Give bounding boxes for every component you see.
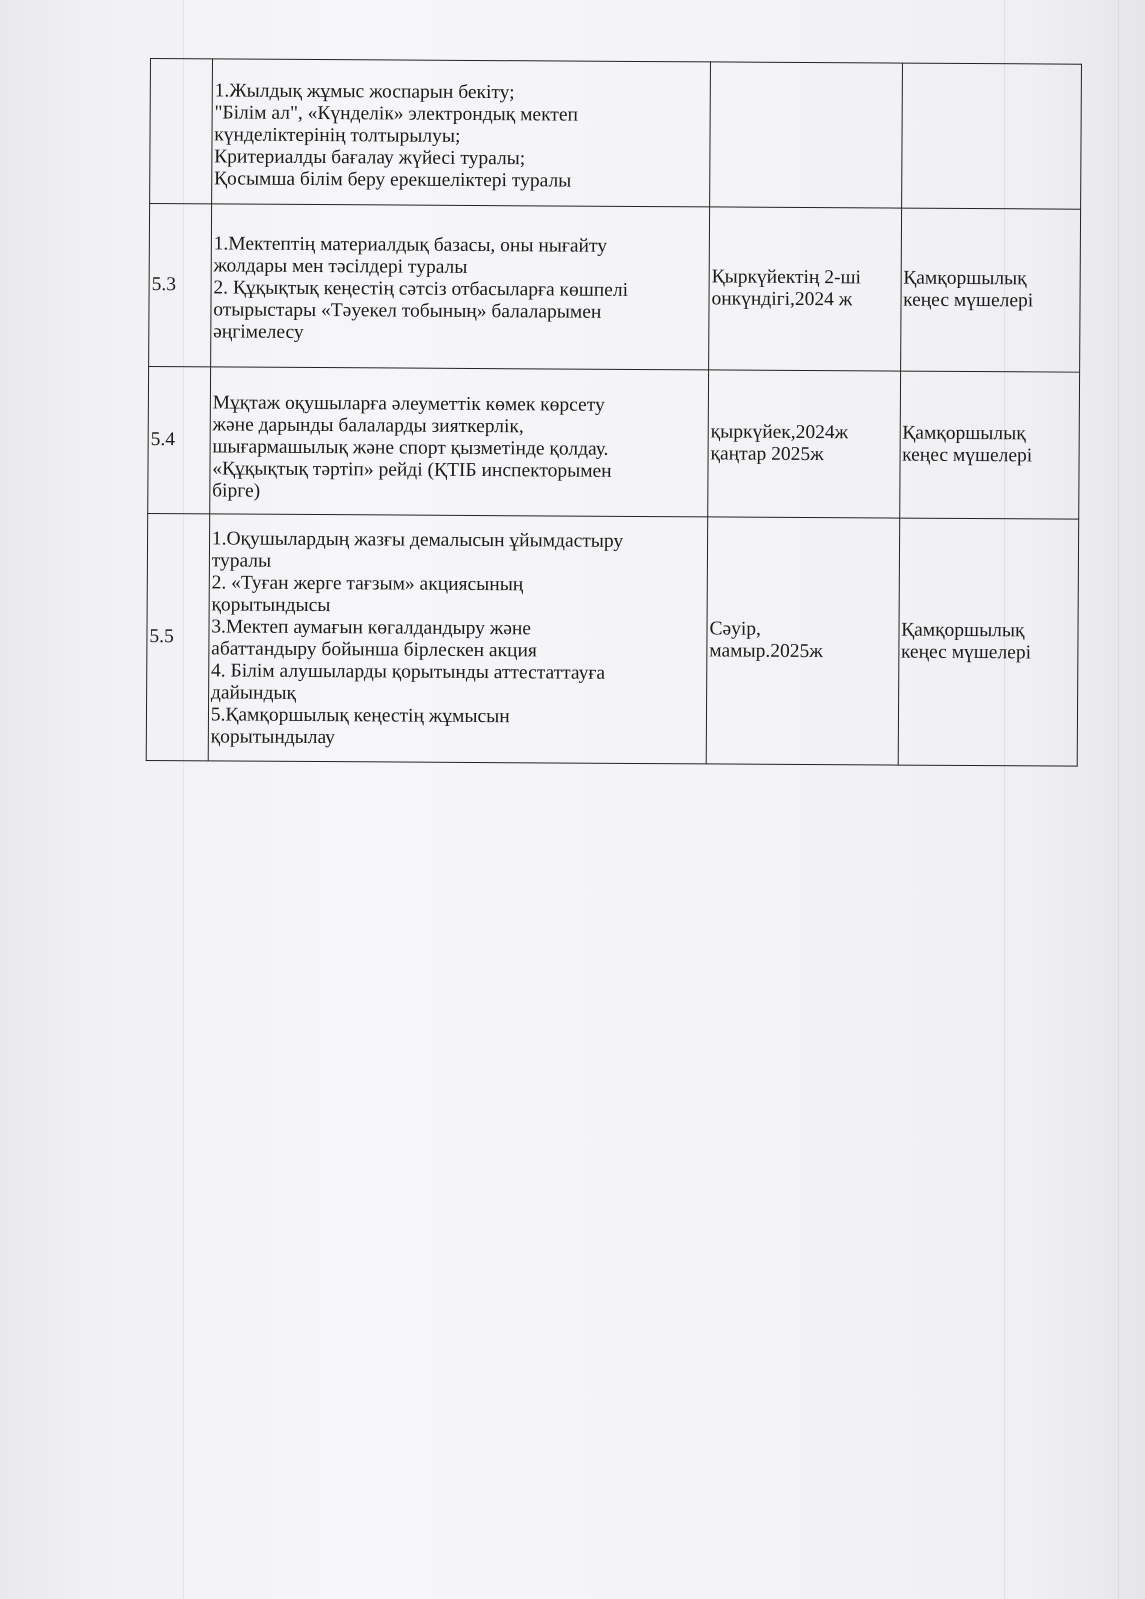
content-line: "Білім ал", «Күнделік» электрондық мектеп	[214, 102, 579, 126]
content-line: Мұқтаж оқушыларға әлеуметтік көмек көрсету	[212, 392, 605, 416]
responsible-line: Қамқоршылық	[902, 422, 1026, 445]
table-row	[148, 366, 1080, 519]
content-line: 1.Мектептің материалдық базасы, оны нығайту	[213, 233, 608, 257]
content-line: қорытындылау	[210, 726, 336, 749]
date-cell	[706, 517, 899, 765]
row-number-cell	[148, 366, 211, 513]
content-line: 2. «Туған жерге тағзым» акциясының	[211, 572, 524, 596]
date-line: қыркүйек,2024ж	[710, 421, 849, 444]
content-line: 2. Құқықтық кеңестің сәтсіз отбасыларға көшпелі	[213, 277, 629, 301]
council-plan-table	[146, 58, 1082, 767]
content-cell	[211, 59, 710, 207]
responsible-line: Қамқоршылық	[901, 619, 1025, 642]
responsible-line: кеңес мүшелері	[903, 289, 1034, 312]
content-cell	[210, 367, 709, 517]
content-line: қорытындысы	[211, 594, 331, 617]
row-number-cell	[146, 513, 209, 760]
content-line: бірге)	[212, 480, 261, 502]
content-line: 5.Қамқоршылық кеңестің жұмысын	[210, 704, 510, 728]
row-number-cell	[149, 204, 212, 367]
scan-streak	[1118, 0, 1119, 1599]
date-line: мамыр.2025ж	[709, 640, 823, 663]
content-cell	[210, 204, 709, 370]
responsible-cell	[901, 63, 1081, 209]
content-line: 1.Оқушылардың жазғы демалысын ұйымдастыру	[211, 528, 624, 552]
date-line: Сәуір,	[709, 618, 762, 640]
row-number: 5.3	[151, 274, 177, 296]
content-line: отырыстары «Тәуекел тобының» балаларымен	[213, 299, 602, 323]
content-line: абаттандыру бойынша бірлескен акция	[211, 638, 537, 662]
responsible-line: кеңес мүшелері	[900, 641, 1032, 664]
responsible-cell	[900, 208, 1080, 372]
date-line: қаңтар 2025ж	[710, 443, 824, 466]
date-line: Қыркүйектің 2-ші	[711, 266, 862, 289]
content-line: 3.Мектеп аумағын көгалдандыру және	[211, 616, 532, 640]
content-line: Қосымша білім беру ерекшеліктері туралы	[214, 168, 572, 192]
date-cell	[710, 62, 903, 208]
content-line: Критериалды бағалау жүйесі туралы;	[214, 146, 526, 170]
date-cell	[709, 207, 902, 371]
content-line: туралы	[211, 550, 272, 572]
content-line: жолдары мен тәсілдері туралы	[213, 255, 468, 278]
content-line: 1.Жылдық жұмыс жоспарын бекіту;	[214, 80, 515, 104]
date-line: онкүндігі,2024 ж	[711, 288, 853, 311]
content-line: 4. Білім алушыларды қорытынды аттестаттауға	[211, 660, 606, 684]
responsible-cell	[899, 371, 1079, 519]
content-line: дайындық	[210, 682, 297, 704]
row-number: 5.4	[150, 429, 176, 451]
content-line: және дарынды балаларды зияткерлік,	[212, 414, 524, 438]
content-line: «Құқықтық тәртіп» рейді (ҚТІБ инспекторымен	[212, 458, 612, 482]
table-row	[149, 204, 1081, 373]
responsible-cell	[898, 518, 1079, 766]
content-line: шығармашылық және спорт қызметінде қолдау.	[212, 436, 609, 460]
responsible-line: Қамқоршылық	[903, 267, 1027, 290]
content-line: күнделіктерінің толтырылуы;	[214, 124, 461, 147]
responsible-line: кеңес мүшелері	[902, 444, 1033, 467]
date-cell	[708, 370, 901, 518]
content-cell	[208, 514, 708, 764]
content-line: әңгімелесу	[213, 321, 304, 343]
row-number: 5.5	[149, 626, 174, 648]
table-row	[150, 59, 1082, 210]
row-number-cell	[150, 59, 213, 204]
table-row	[146, 513, 1078, 766]
